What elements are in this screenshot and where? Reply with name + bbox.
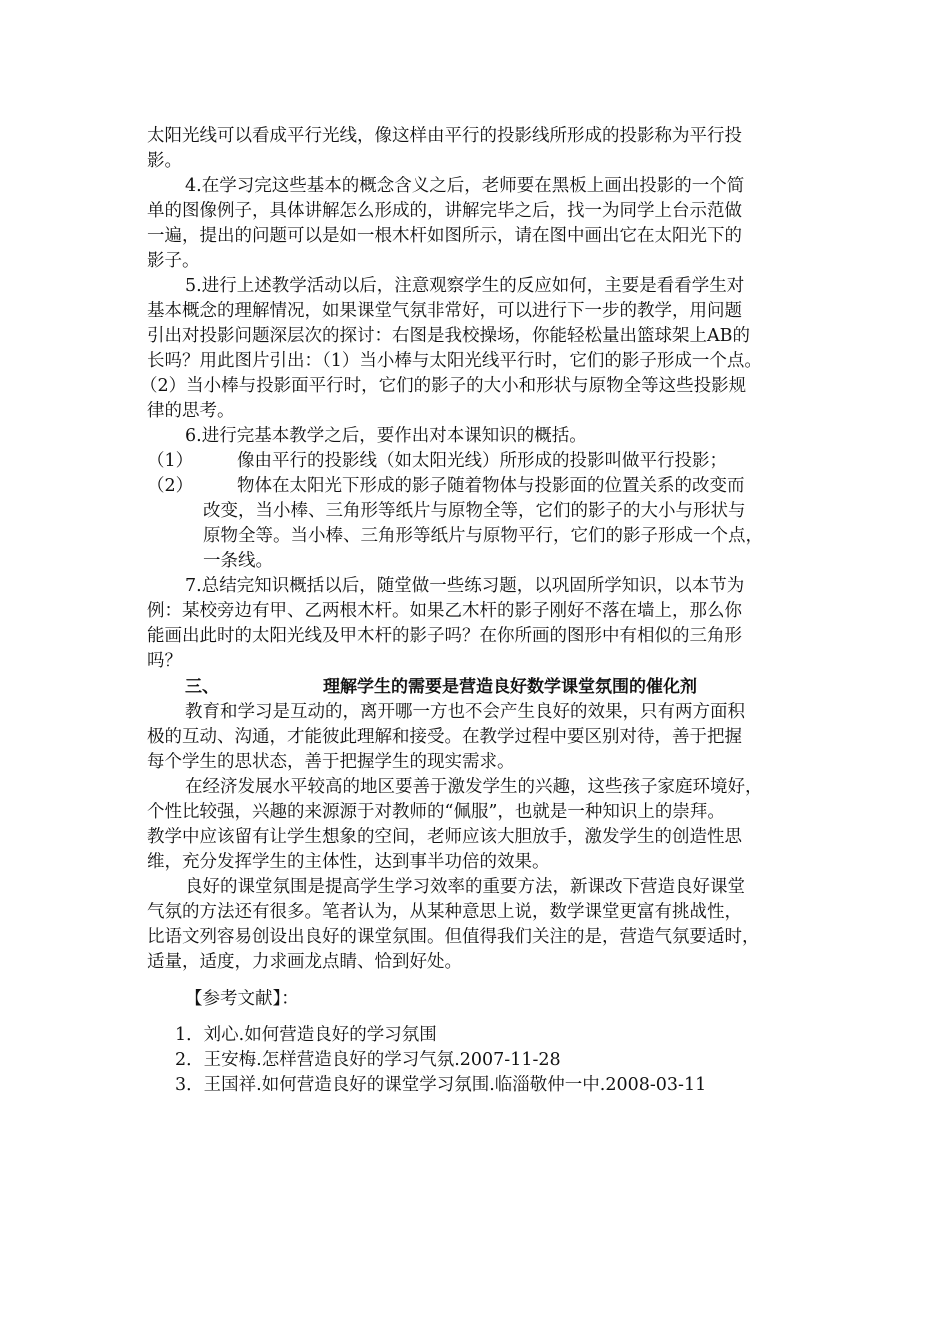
summary-item-2-line-3: 原物全等。当小棒、三角形等纸片与原物平行，它们的影子形成一个点， bbox=[203, 526, 763, 546]
paragraph-4-line-2: 单的图像例子，具体讲解怎么形成的，讲解完毕之后，找一为同学上台示范做 bbox=[147, 201, 742, 221]
references-heading: 【参考文献】： bbox=[185, 989, 299, 1009]
section-3-paragraph-3-line-4: 适量，适度，力求画龙点睛、恰到好处。 bbox=[147, 952, 462, 972]
paragraph-4-line-1: 4.在学习完这些基本的概念含义之后，老师要在黑板上画出投影的一个简 bbox=[185, 176, 745, 196]
summary-item-1-line-1: 像由平行的投影线（如太阳光线）所形成的投影叫做平行投影； bbox=[237, 451, 727, 471]
paragraph-intro-line-1: 太阳光线可以看成平行光线，像这样由平行的投影线所形成的投影称为平行投 bbox=[147, 126, 742, 146]
reference-item-1: 1．刘心.如何营造良好的学习氛围 bbox=[175, 1025, 437, 1045]
paragraph-5-line-2: 基本概念的理解情况，如果课堂气氛非常好，可以进行下一步的教学，用问题 bbox=[147, 301, 742, 321]
paragraph-5-line-5: （2）当小棒与投影面平行时，它们的影子的大小和形状与原物全等这些投影规 bbox=[140, 376, 747, 396]
paragraph-5-line-4: 长吗？用此图片引出：（1）当小棒与太阳光线平行时，它们的影子形成一个点。 bbox=[147, 351, 762, 371]
paragraph-4-line-4: 影子。 bbox=[147, 251, 200, 271]
section-3-paragraph-3-line-1: 良好的课堂氛围是提高学生学习效率的重要方法，新课改下营造良好课堂 bbox=[185, 877, 745, 897]
paragraph-7-line-2: 例：某校旁边有甲、乙两根木杆。如果乙木杆的影子刚好不落在墙上，那么你 bbox=[147, 601, 742, 621]
summary-item-2-line-4: 一条线。 bbox=[203, 551, 273, 571]
paragraph-6: 6.进行完基本教学之后，要作出对本课知识的概括。 bbox=[185, 426, 587, 446]
section-3-paragraph-1-line-2: 极的互动、沟通，才能彼此理解和接受。在教学过程中要区别对待，善于把握 bbox=[147, 727, 742, 747]
section-3-paragraph-2-line-2: 个性比较强，兴趣的来源源于对教师的“佩服”，也就是一种知识上的崇拜。 bbox=[147, 802, 725, 822]
section-3-paragraph-1-line-3: 每个学生的思状态，善于把握学生的现实需求。 bbox=[147, 752, 515, 772]
section-3-paragraph-2-line-1: 在经济发展水平较高的地区要善于激发学生的兴趣，这些孩子家庭环境好， bbox=[185, 777, 763, 797]
paragraph-7-line-4: 吗？ bbox=[147, 651, 182, 671]
paragraph-5-line-6: 律的思考。 bbox=[147, 401, 235, 421]
paragraph-4-line-3: 一遍，提出的问题可以是如一根木杆如图所示，请在图中画出它在太阳光下的 bbox=[147, 226, 742, 246]
reference-item-2: 2．王安梅.怎样营造良好的学习气氛.2007-11-28 bbox=[175, 1050, 561, 1070]
section-3-paragraph-2-line-4: 维，充分发挥学生的主体性，达到事半功倍的效果。 bbox=[147, 852, 550, 872]
reference-item-3: 3．王国祥.如何营造良好的课堂学习氛围.临淄敬仲一中.2008-03-11 bbox=[175, 1075, 707, 1095]
paragraph-7-line-3: 能画出此时的太阳光线及甲木杆的影子吗？在你所画的图形中有相似的三角形 bbox=[147, 626, 742, 646]
section-3-title: 理解学生的需要是营造良好数学课堂氛围的催化剂 bbox=[323, 677, 697, 697]
section-3-number: 三、 bbox=[185, 677, 219, 697]
summary-item-2-number: （2） bbox=[147, 476, 194, 496]
section-3-paragraph-2-line-3: 教学中应该留有让学生想象的空间，老师应该大胆放手，激发学生的创造性思 bbox=[147, 827, 742, 847]
section-3-paragraph-3-line-3: 比语文列容易创设出良好的课堂氛围。但值得我们关注的是，营造气氛要适时， bbox=[147, 927, 760, 947]
section-3-paragraph-3-line-2: 气氛的方法还有很多。笔者认为，从某种意思上说，数学课堂更富有挑战性， bbox=[147, 902, 742, 922]
paragraph-5-line-1: 5.进行上述教学活动以后，注意观察学生的反应如何，主要是看看学生对 bbox=[185, 276, 745, 296]
summary-item-2-line-2: 改变，当小棒、三角形等纸片与原物全等，它们的影子的大小与形状与 bbox=[203, 501, 746, 521]
summary-item-2-line-1: 物体在太阳光下形成的影子随着物体与投影面的位置关系的改变而 bbox=[237, 476, 745, 496]
paragraph-7-line-1: 7.总结完知识概括以后，随堂做一些练习题，以巩固所学知识，以本节为 bbox=[185, 576, 745, 596]
summary-item-1-number: （1） bbox=[147, 451, 194, 471]
paragraph-5-line-3: 引出对投影问题深层次的探讨：右图是我校操场，你能轻松量出篮球架上AB的 bbox=[147, 326, 750, 346]
paragraph-intro-line-2: 影。 bbox=[147, 151, 182, 171]
section-3-paragraph-1-line-1: 教育和学习是互动的，离开哪一方也不会产生良好的效果，只有两方面积 bbox=[185, 702, 745, 722]
